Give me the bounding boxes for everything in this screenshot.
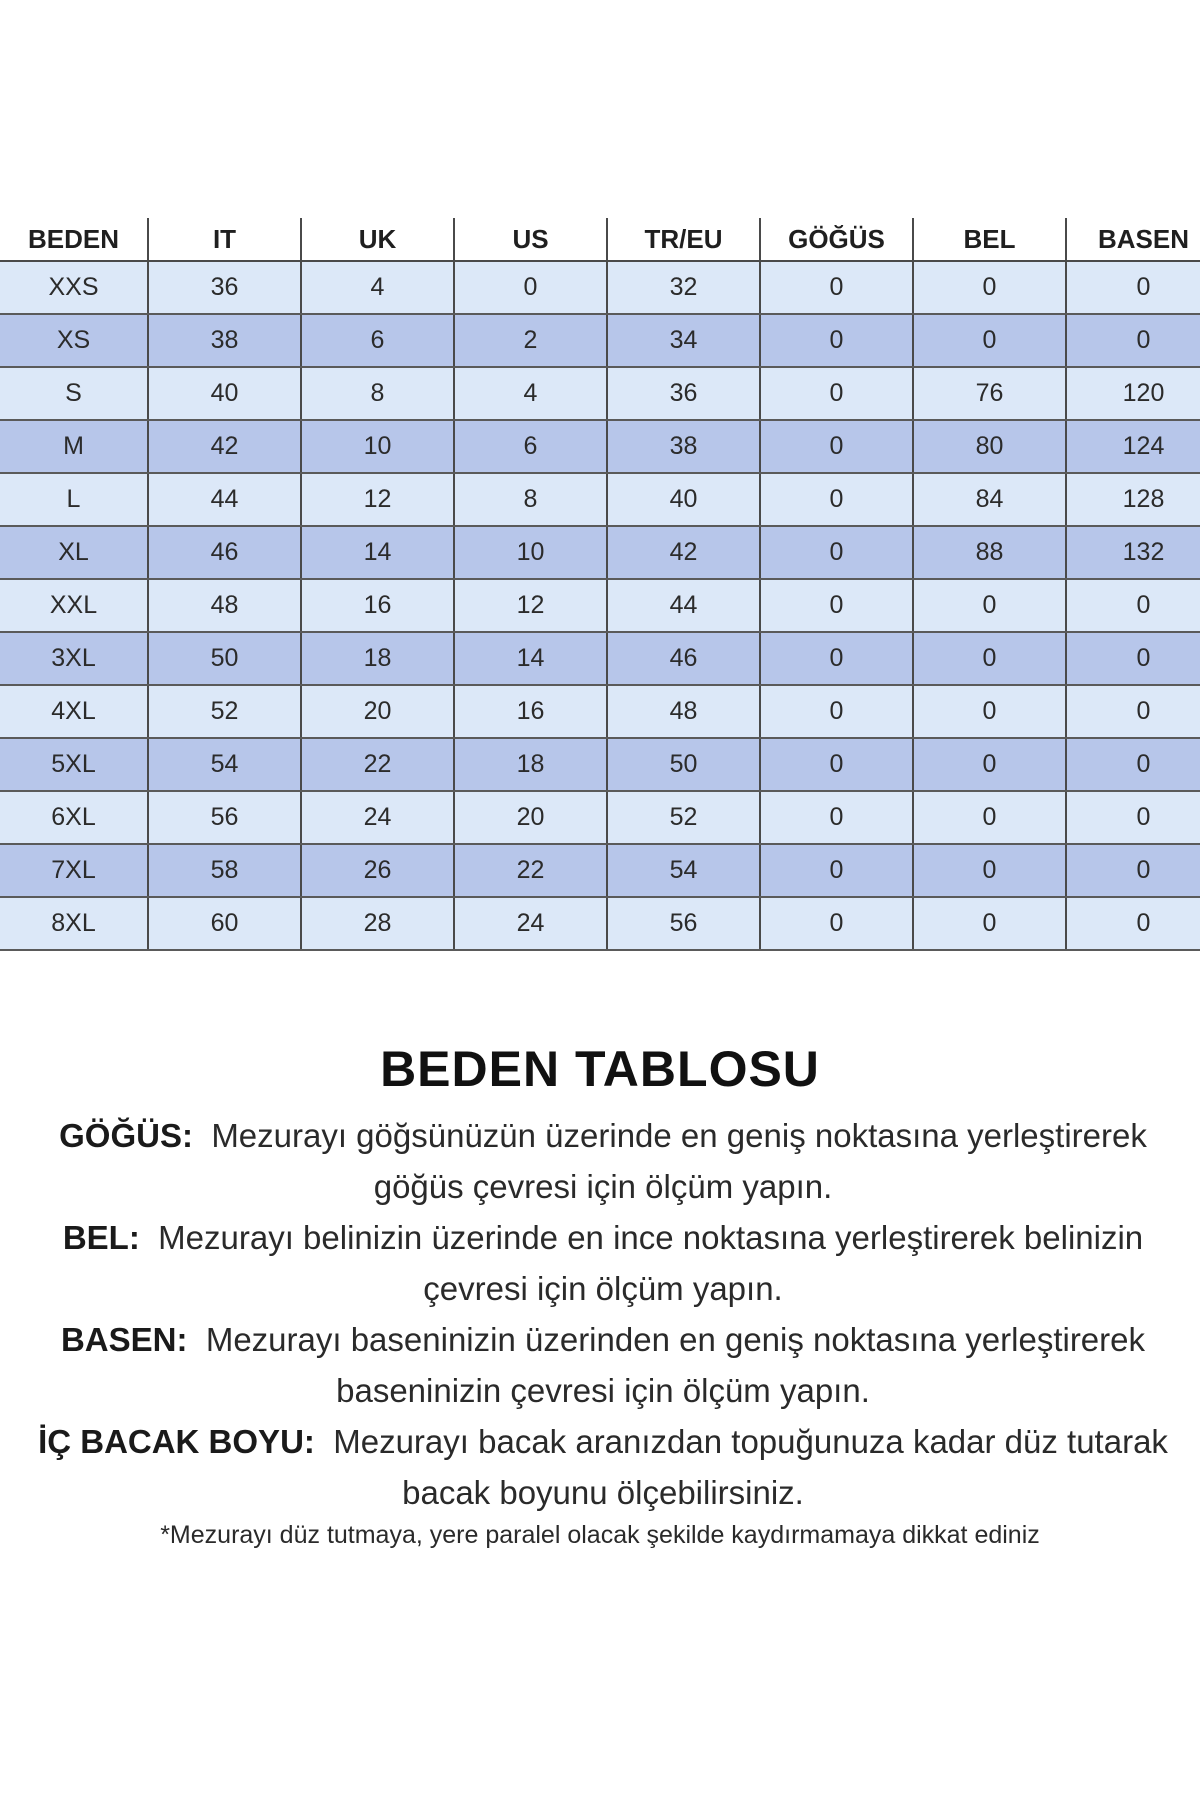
guide-item-inseam [18, 1416, 1188, 1518]
table-cell-it: 58 [148, 844, 301, 897]
guide-note: *Mezurayı düz tutmaya, yere paralel olacak şekilde kaydırmamaya dikkat ediniz [160, 1521, 1040, 1549]
table-cell-waist: 88 [913, 526, 1066, 579]
table-cell-waist: 0 [913, 632, 1066, 685]
table-cell-hip: 124 [1066, 420, 1200, 473]
table-cell-chest: 0 [760, 526, 913, 579]
column-header-it: IT [148, 218, 301, 261]
table-cell-waist: 0 [913, 844, 1066, 897]
table-cell-uk: 24 [301, 791, 454, 844]
guide-item-hip [18, 1314, 1188, 1416]
header-row [0, 218, 1200, 261]
table-cell-hip: 0 [1066, 632, 1200, 685]
table-cell-size: 6XL [0, 791, 148, 844]
table-cell-hip: 0 [1066, 685, 1200, 738]
table-cell-chest: 0 [760, 579, 913, 632]
table-cell-size: 8XL [0, 897, 148, 950]
table-cell-chest: 0 [760, 844, 913, 897]
table-cell-chest: 0 [760, 473, 913, 526]
column-header-size: BEDEN [0, 218, 148, 261]
table-cell-waist: 0 [913, 685, 1066, 738]
table-cell-size: XS [0, 314, 148, 367]
table-row [0, 420, 1200, 473]
table-cell-it: 40 [148, 367, 301, 420]
table-cell-chest: 0 [760, 897, 913, 950]
table-cell-waist: 0 [913, 261, 1066, 314]
table-cell-uk: 10 [301, 420, 454, 473]
table-cell-hip: 0 [1066, 738, 1200, 791]
table-cell-us: 20 [454, 791, 607, 844]
table-cell-tr-eu: 46 [607, 632, 760, 685]
table-cell-size: 7XL [0, 844, 148, 897]
table-cell-it: 50 [148, 632, 301, 685]
guide-term: BASEN: [60, 1321, 188, 1358]
table-cell-tr-eu: 34 [607, 314, 760, 367]
table-cell-us: 10 [454, 526, 607, 579]
table-row [0, 579, 1200, 632]
table-cell-us: 0 [454, 261, 607, 314]
size-chart-header [0, 218, 1200, 261]
table-cell-chest: 0 [760, 791, 913, 844]
column-header-tr-eu: TR/EU [607, 218, 760, 261]
table-cell-chest: 0 [760, 367, 913, 420]
table-cell-chest: 0 [760, 314, 913, 367]
table-cell-it: 60 [148, 897, 301, 950]
table-cell-size: XXS [0, 261, 148, 314]
table-cell-hip: 0 [1066, 261, 1200, 314]
table-row [0, 367, 1200, 420]
table-cell-uk: 14 [301, 526, 454, 579]
table-cell-it: 48 [148, 579, 301, 632]
table-cell-chest: 0 [760, 685, 913, 738]
guide-title: BEDEN TABLOSU [380, 1041, 820, 1097]
guide-text: Mezurayı baseninizin üzerinden en geniş noktasına yerleştirerek baseninizin çevresi için ölçüm yapın. [205, 1321, 1146, 1409]
table-cell-us: 24 [454, 897, 607, 950]
column-header-hip: BASEN [1066, 218, 1200, 261]
table-row [0, 314, 1200, 367]
table-cell-size: L [0, 473, 148, 526]
table-cell-tr-eu: 56 [607, 897, 760, 950]
guide-term: BEL: [62, 1219, 140, 1256]
table-cell-hip: 0 [1066, 791, 1200, 844]
table-cell-uk: 18 [301, 632, 454, 685]
table-row [0, 261, 1200, 314]
table-cell-uk: 6 [301, 314, 454, 367]
table-cell-waist: 80 [913, 420, 1066, 473]
table-cell-chest: 0 [760, 420, 913, 473]
table-cell-uk: 4 [301, 261, 454, 314]
column-header-waist: BEL [913, 218, 1066, 261]
column-header-uk: UK [301, 218, 454, 261]
table-cell-size: M [0, 420, 148, 473]
table-cell-uk: 12 [301, 473, 454, 526]
guide-text: Mezurayı belinizin üzerinde en ince noktasına yerleştirerek belinizin çevresi için ölçüm yapın. [158, 1219, 1144, 1307]
table-cell-uk: 26 [301, 844, 454, 897]
table-cell-hip: 0 [1066, 844, 1200, 897]
table-cell-uk: 16 [301, 579, 454, 632]
table-cell-it: 52 [148, 685, 301, 738]
table-cell-uk: 28 [301, 897, 454, 950]
table-cell-it: 54 [148, 738, 301, 791]
table-cell-tr-eu: 32 [607, 261, 760, 314]
table-cell-size: XXL [0, 579, 148, 632]
table-cell-waist: 0 [913, 791, 1066, 844]
table-row [0, 526, 1200, 579]
table-cell-size: 4XL [0, 685, 148, 738]
guide-item-waist [18, 1212, 1188, 1314]
table-cell-size: 5XL [0, 738, 148, 791]
table-cell-uk: 22 [301, 738, 454, 791]
table-cell-hip: 132 [1066, 526, 1200, 579]
table-cell-hip: 0 [1066, 314, 1200, 367]
table-cell-waist: 76 [913, 367, 1066, 420]
guide-term: İÇ BACAK BOYU: [38, 1423, 315, 1460]
table-cell-it: 56 [148, 791, 301, 844]
table-cell-uk: 8 [301, 367, 454, 420]
table-cell-chest: 0 [760, 632, 913, 685]
table-cell-hip: 0 [1066, 897, 1200, 950]
table-cell-us: 6 [454, 420, 607, 473]
measurement-guide [18, 1110, 1188, 1518]
table-cell-tr-eu: 42 [607, 526, 760, 579]
table-cell-tr-eu: 52 [607, 791, 760, 844]
table-cell-us: 2 [454, 314, 607, 367]
table-cell-us: 4 [454, 367, 607, 420]
table-row [0, 632, 1200, 685]
table-cell-hip: 128 [1066, 473, 1200, 526]
table-cell-size: S [0, 367, 148, 420]
table-row [0, 844, 1200, 897]
guide-text: Mezurayı göğsünüzün üzerinde en geniş noktasına yerleştirerek göğüs çevresi için ölçüm yapın. [211, 1117, 1147, 1205]
table-cell-waist: 0 [913, 579, 1066, 632]
column-header-chest: GÖĞÜS [760, 218, 913, 261]
guide-item-chest [18, 1110, 1188, 1212]
table-row [0, 685, 1200, 738]
size-chart-body [0, 261, 1200, 950]
table-cell-us: 16 [454, 685, 607, 738]
table-row [0, 791, 1200, 844]
table-cell-tr-eu: 50 [607, 738, 760, 791]
table-cell-tr-eu: 40 [607, 473, 760, 526]
table-cell-waist: 0 [913, 738, 1066, 791]
table-row [0, 473, 1200, 526]
table-cell-hip: 0 [1066, 579, 1200, 632]
table-cell-us: 22 [454, 844, 607, 897]
table-cell-us: 18 [454, 738, 607, 791]
table-cell-uk: 20 [301, 685, 454, 738]
table-cell-tr-eu: 48 [607, 685, 760, 738]
table-cell-tr-eu: 54 [607, 844, 760, 897]
table-cell-chest: 0 [760, 261, 913, 314]
guide-term: GÖĞÜS: [59, 1117, 193, 1154]
table-cell-it: 38 [148, 314, 301, 367]
table-cell-tr-eu: 44 [607, 579, 760, 632]
table-cell-it: 44 [148, 473, 301, 526]
table-cell-us: 12 [454, 579, 607, 632]
table-row [0, 897, 1200, 950]
guide-text: Mezurayı bacak aranızdan topuğunuza kadar düz tutarak bacak boyunu ölçebilirsiniz. [333, 1423, 1168, 1511]
table-row [0, 738, 1200, 791]
table-cell-waist: 84 [913, 473, 1066, 526]
table-cell-waist: 0 [913, 897, 1066, 950]
column-header-us: US [454, 218, 607, 261]
table-cell-it: 46 [148, 526, 301, 579]
table-cell-hip: 120 [1066, 367, 1200, 420]
table-cell-tr-eu: 36 [607, 367, 760, 420]
size-chart-table [0, 218, 1200, 951]
table-cell-size: XL [0, 526, 148, 579]
table-cell-tr-eu: 38 [607, 420, 760, 473]
table-cell-us: 14 [454, 632, 607, 685]
table-cell-it: 42 [148, 420, 301, 473]
table-cell-waist: 0 [913, 314, 1066, 367]
table-cell-it: 36 [148, 261, 301, 314]
table-cell-size: 3XL [0, 632, 148, 685]
table-cell-us: 8 [454, 473, 607, 526]
table-cell-chest: 0 [760, 738, 913, 791]
